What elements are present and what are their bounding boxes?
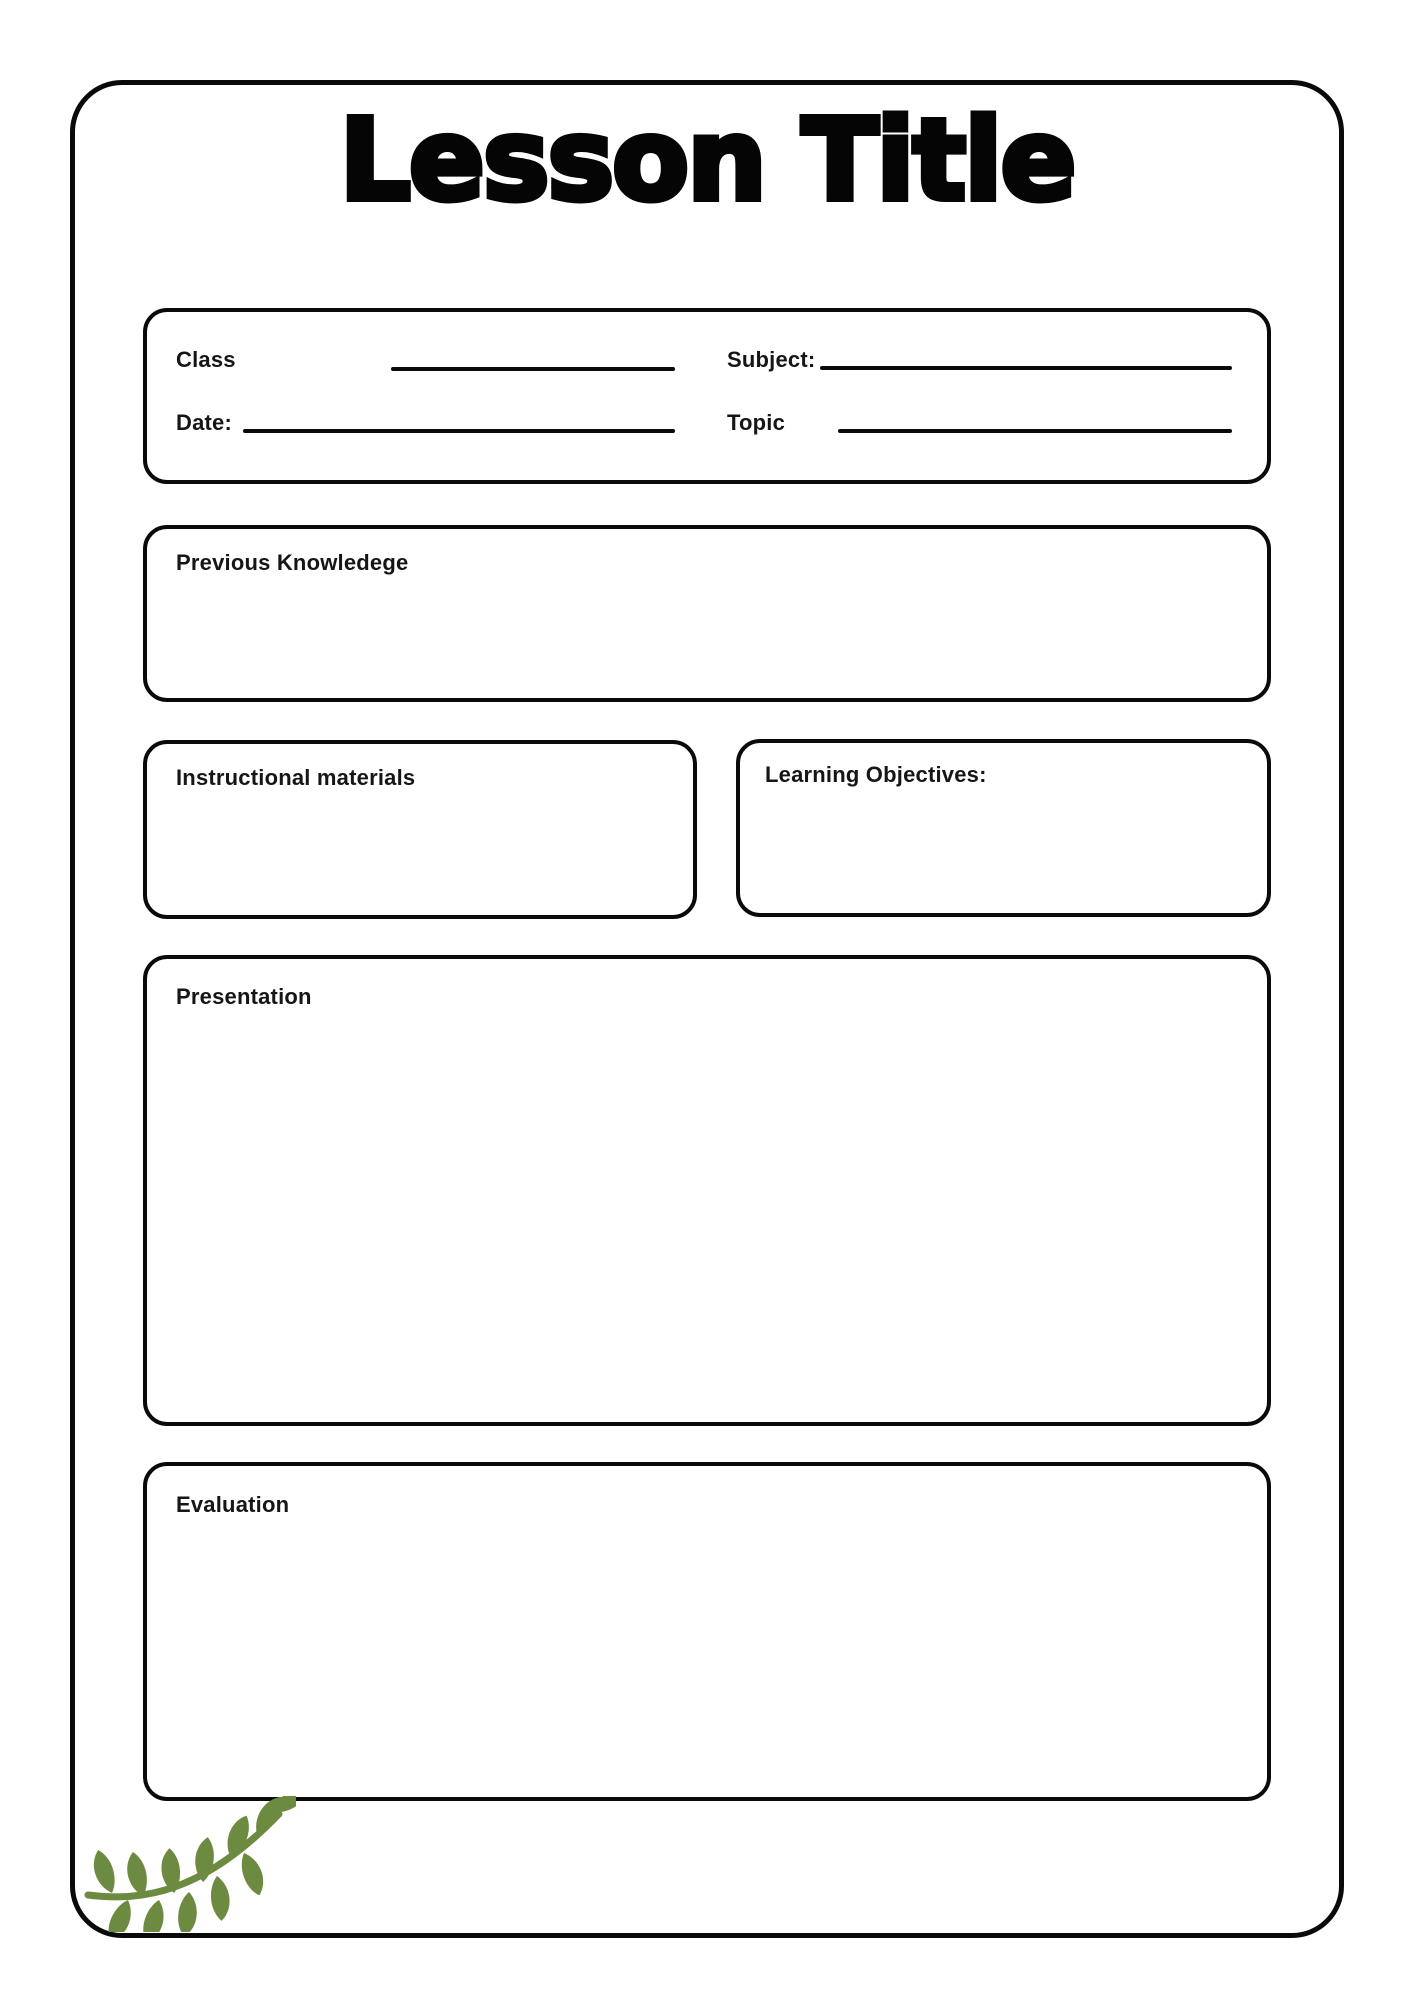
class-fill-line[interactable] (391, 367, 675, 371)
learning-objectives-label: Learning Objectives: (765, 762, 987, 787)
header-info-box (143, 308, 1271, 484)
subject-fill-line[interactable] (820, 366, 1232, 370)
presentation-label: Presentation (176, 984, 312, 1009)
date-fill-line[interactable] (243, 429, 675, 433)
date-label: Date: (176, 410, 233, 435)
presentation-section[interactable] (143, 955, 1271, 1426)
evaluation-section[interactable] (143, 1462, 1271, 1801)
topic-label: Topic (727, 410, 786, 435)
instructional-materials-label: Instructional materials (176, 765, 416, 790)
topic-fill-line[interactable] (838, 429, 1232, 433)
evaluation-label: Evaluation (176, 1492, 290, 1517)
page-title: Lesson Title (339, 96, 1075, 226)
leaf-branch-icon (82, 1796, 296, 1932)
previous-knowledge-label: Previous Knowledege (176, 550, 409, 575)
subject-label: Subject: (727, 347, 816, 372)
class-label: Class (176, 347, 236, 372)
